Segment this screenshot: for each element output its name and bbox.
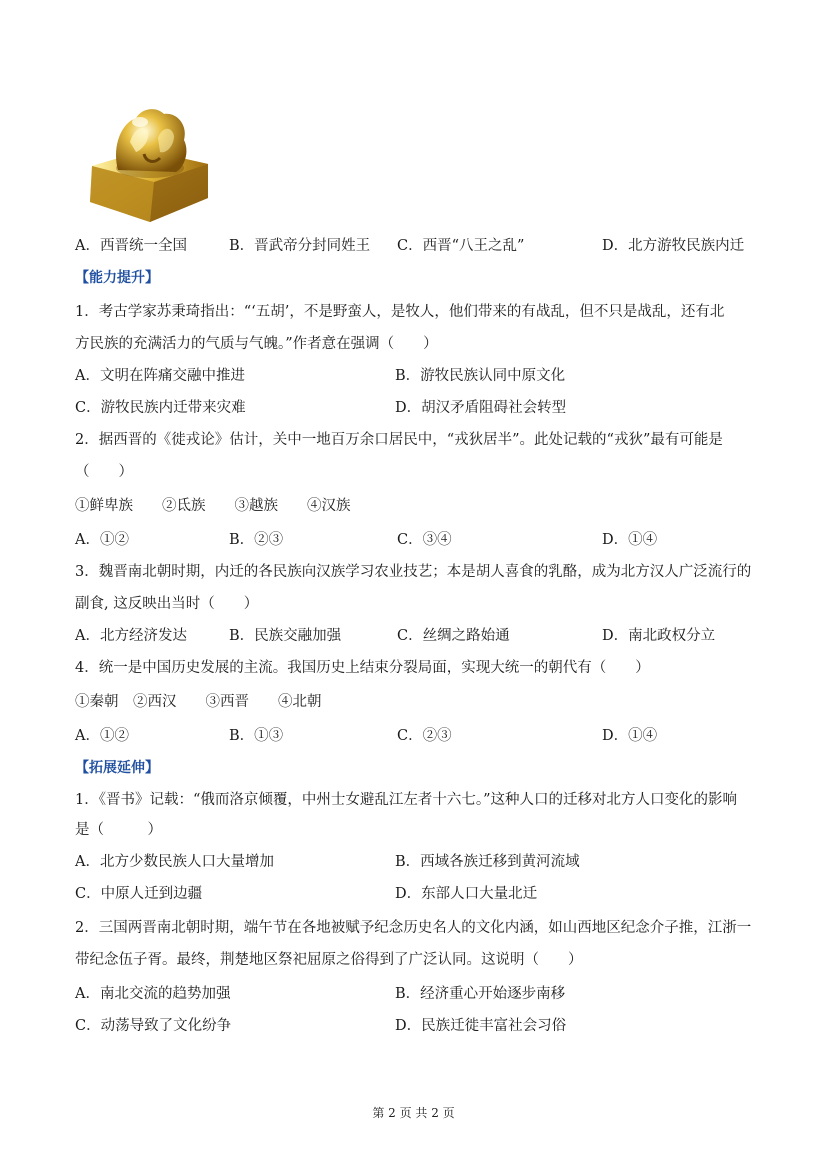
- section-title-ability: 【能力提升】: [75, 270, 159, 286]
- option-d: D．民族迁徙丰富社会习俗: [395, 1018, 567, 1034]
- question-options: [75, 726, 775, 746]
- question-stem: 副食, 这反映出当时（ ）: [75, 596, 259, 612]
- question-stem: 2．据西晋的《徙戎论》估计，关中一地百万余口居民中，“戎狄居半”。此处记载的“戎狄”最有可能是: [75, 432, 723, 448]
- question-stem: 是（ ）: [75, 822, 162, 838]
- option-d: D．胡汉矛盾阻碍社会转型: [395, 400, 567, 416]
- question-options: [75, 626, 775, 646]
- question-stem: 4．统一是中国历史发展的主流。我国历史上结束分裂局面，实现大统一的朝代有（ ）: [75, 660, 650, 676]
- gold-seal-image: [84, 98, 214, 224]
- question-items: ①鲜卑族 ②氐族 ③越族 ④汉族: [75, 498, 351, 514]
- option-c: C．②③: [397, 728, 452, 744]
- option-b: B．游牧民族认同中原文化: [395, 368, 566, 384]
- option-a: A．文明在阵痛交融中推进: [75, 368, 245, 384]
- option-c: C．游牧民族内迁带来灾难: [75, 400, 246, 416]
- option-b: B．民族交融加强: [229, 628, 342, 644]
- option-a: A．①②: [75, 728, 129, 744]
- option-a: A．西晋统一全国: [75, 238, 187, 254]
- question-options: [75, 852, 775, 872]
- question-stem: 方民族的充满活力的气质与气魄。”作者意在强调（ ）: [75, 336, 438, 352]
- question-stem: 带纪念伍子胥。最终，荆楚地区祭祀屈原之俗得到了广泛认同。这说明（ ）: [75, 952, 583, 968]
- question-options: [75, 530, 775, 550]
- option-d: D．①④: [602, 728, 658, 744]
- option-c: C．③④: [397, 532, 452, 548]
- question-stem: （ ）: [75, 464, 133, 480]
- option-b: B．①③: [229, 728, 284, 744]
- question-stem: 2．三国两晋南北朝时期，端午节在各地被赋予纪念历史名人的文化内涵，如山西地区纪念介子推，江浙一: [75, 920, 752, 936]
- option-c: C．中原人迁到边疆: [75, 886, 203, 902]
- option-d: D．①④: [602, 532, 658, 548]
- question-options: [75, 366, 775, 386]
- question-options: [75, 984, 775, 1004]
- question-stem: 3．魏晋南北朝时期，内迁的各民族向汉族学习农业技艺；本是胡人喜食的乳酪，成为北方汉人广泛流行的: [75, 564, 752, 580]
- top-question-options: [75, 236, 775, 256]
- page-footer: 第 2 页 共 2 页: [372, 1106, 455, 1120]
- option-b: B．经济重心开始逐步南移: [395, 986, 566, 1002]
- option-c: C．丝绸之路始通: [397, 628, 510, 644]
- question-stem: 1．考古学家苏秉琦指出：“‘五胡’，不是野蛮人，是牧人，他们带来的有战乱，但不只是战乱，还有北: [75, 304, 725, 320]
- question-options: [75, 1016, 775, 1036]
- option-d: D．北方游牧民族内迁: [602, 238, 745, 254]
- option-d: D．东部人口大量北迁: [395, 886, 538, 902]
- option-c: C．西晋“八王之乱”: [397, 238, 525, 254]
- option-b: B．晋武帝分封同姓王: [229, 238, 371, 254]
- section-title-extend: 【拓展延伸】: [75, 760, 159, 776]
- option-a: A．北方经济发达: [75, 628, 187, 644]
- option-a: A．南北交流的趋势加强: [75, 986, 231, 1002]
- option-d: D．南北政权分立: [602, 628, 716, 644]
- option-a: A．北方少数民族人口大量增加: [75, 854, 274, 870]
- question-items: ①秦朝 ②西汉 ③西晋 ④北朝: [75, 694, 322, 710]
- question-options: [75, 398, 775, 418]
- option-b: B．②③: [229, 532, 284, 548]
- option-c: C．动荡导致了文化纷争: [75, 1018, 232, 1034]
- option-a: A．①②: [75, 532, 129, 548]
- option-b: B．西域各族迁移到黄河流域: [395, 854, 580, 870]
- question-options: [75, 884, 775, 904]
- question-stem: 1．《晋书》记载：“俄而洛京倾覆，中州士女避乱江左者十六七。”这种人口的迁移对北方人口变化的影响: [75, 792, 738, 808]
